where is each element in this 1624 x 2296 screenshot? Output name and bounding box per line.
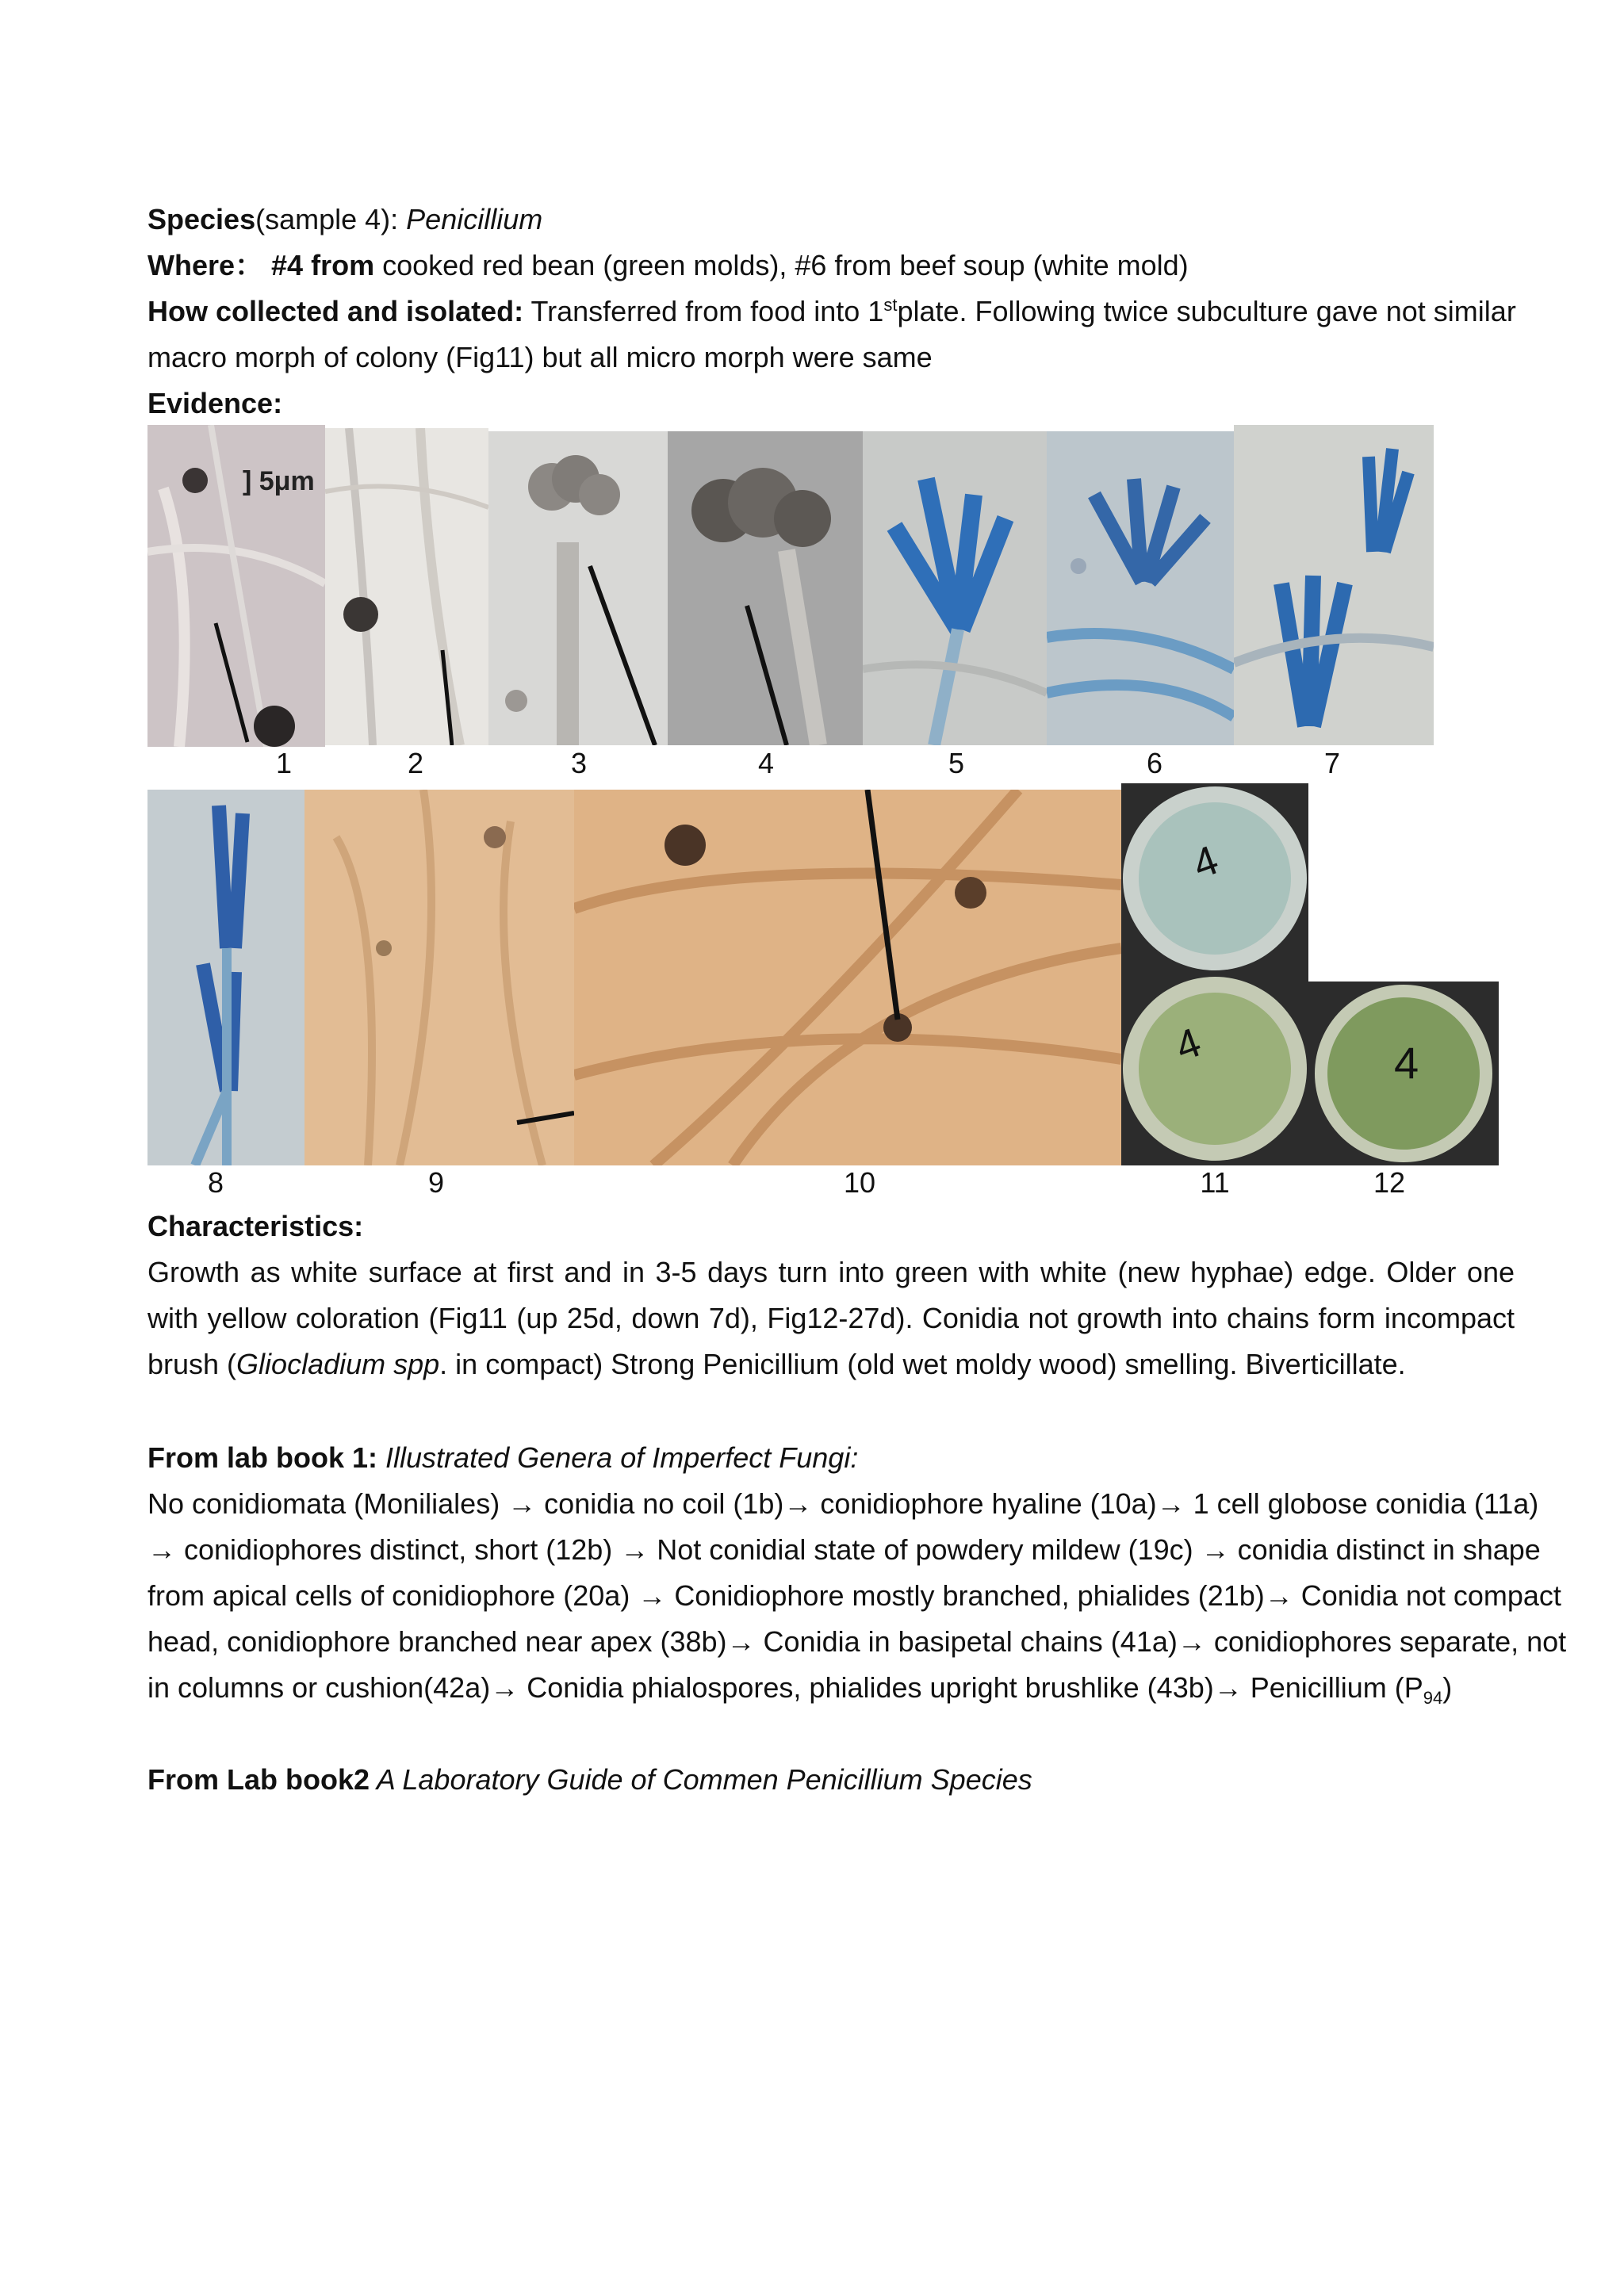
where-label: Where： — [147, 249, 264, 281]
characteristics-italic: Gliocladium spp — [236, 1348, 440, 1380]
lab1-line-5-wrap — [147, 1665, 1515, 1711]
figure-number-7: 7 — [1323, 747, 1341, 779]
where-line — [147, 243, 1515, 289]
how-line2: macro morph of colony (Fig11) but all micro morph were same — [147, 341, 933, 373]
micrograph-8 — [147, 790, 304, 1165]
lab1-line-4: head, conidiophore branched near apex (38b)→ Conidia in basipetal chains (41a)→ conidiophores separate, not — [147, 1625, 1567, 1658]
how-line-1 — [147, 289, 1515, 335]
how-text-a: Transferred from food into 1 — [523, 295, 884, 327]
how-sup: st — [883, 295, 898, 315]
lab1-title: Illustrated Genera of Imperfect Fungi: — [377, 1441, 859, 1474]
figure-number-11: 11 — [1200, 1166, 1230, 1199]
lab1-line-2: → conidiophores distinct, short (12b) → Not conidial state of powdery mildew (19c) → conidia distinct in shape — [147, 1533, 1541, 1566]
characteristics-p1: Growth as white surface at first and in 3-5 days turn into green with white (new hyphae) edge. Older one with yellow coloration (Fig11 (up 25d, down 7d), Fig12-27d). Conidia not growth into chains form incompact brush ( — [147, 1256, 1515, 1380]
figure-number-1: 1 — [275, 747, 293, 779]
lab1-line-3: from apical cells of conidiophore (20a) → Conidiophore mostly branched, phialides (21b)→ Conidia not compact — [147, 1579, 1561, 1612]
figure-number-5: 5 — [948, 747, 965, 779]
how-text-b: plate. Following twice subculture gave not similar — [897, 295, 1516, 327]
micrograph-10 — [574, 790, 1121, 1165]
characteristics-paragraph — [147, 1249, 1515, 1387]
plate-label-12: 4 — [1394, 1038, 1419, 1088]
micrograph-6 — [1047, 431, 1234, 745]
micrograph-2 — [325, 428, 488, 745]
figure-number-8: 8 — [207, 1166, 224, 1199]
species-sample: (sample 4): — [255, 203, 407, 235]
micrograph-9 — [304, 790, 574, 1165]
figure-number-6: 6 — [1146, 747, 1163, 779]
species-line — [147, 197, 1515, 243]
micrograph-7 — [1234, 425, 1434, 745]
where-text: cooked red bean (green molds), #6 from beef soup (white mold) — [374, 249, 1189, 281]
micrograph-3 — [488, 431, 668, 745]
how-label: How collected and isolated: — [147, 295, 524, 327]
characteristics-label: Characteristics: — [147, 1210, 364, 1242]
lab2-heading — [147, 1757, 1515, 1803]
scale-bar-label: ] 5μm — [243, 466, 315, 496]
micrograph-1 — [147, 425, 325, 747]
plate-label-11b: 4 — [1169, 1019, 1207, 1071]
where-bold: #4 from — [263, 249, 375, 281]
figure-number-12: 12 — [1373, 1166, 1406, 1199]
characteristics-heading — [147, 1203, 1515, 1249]
micrograph-5 — [863, 431, 1047, 745]
characteristics-p2: . in compact) Strong Penicillium (old wet moldy wood) smelling. Biverticillate. — [439, 1348, 1406, 1380]
lab1-line-5: in columns or cushion(42a)→ Conidia phialospores, phialides upright brushlike (43b)→ Penicillium (P — [147, 1671, 1423, 1704]
colony-plate-11 — [1121, 783, 1308, 1165]
lab2-label: From Lab book2 — [147, 1763, 370, 1796]
plate-label-11a: 4 — [1186, 836, 1224, 889]
lab1-label: From lab book 1: — [147, 1441, 378, 1474]
lab1-heading — [147, 1435, 1515, 1481]
lab1-sub: 94 — [1423, 1688, 1443, 1709]
micrograph-4 — [668, 431, 863, 745]
figure-number-9: 9 — [427, 1166, 445, 1199]
species-label: Species — [147, 203, 256, 235]
how-line-2 — [147, 335, 1515, 381]
figure-number-2: 2 — [407, 747, 424, 779]
figure-number-4: 4 — [757, 747, 775, 779]
lab1-close: ) — [1442, 1671, 1453, 1704]
lab1-line-1: No conidiomata (Moniliales) → conidia no coil (1b)→ conidiophore hyaline (10a)→ 1 cell globose conidia (11a) — [147, 1487, 1539, 1520]
figure-number-3: 3 — [570, 747, 588, 779]
figure-number-10: 10 — [843, 1166, 876, 1199]
colony-plate-12 — [1308, 982, 1499, 1165]
species-name: Penicillium — [406, 203, 543, 235]
evidence-line — [147, 381, 1515, 427]
evidence-label: Evidence: — [147, 387, 283, 419]
lab2-title: A Laboratory Guide of Commen Penicillium Species — [370, 1763, 1032, 1796]
